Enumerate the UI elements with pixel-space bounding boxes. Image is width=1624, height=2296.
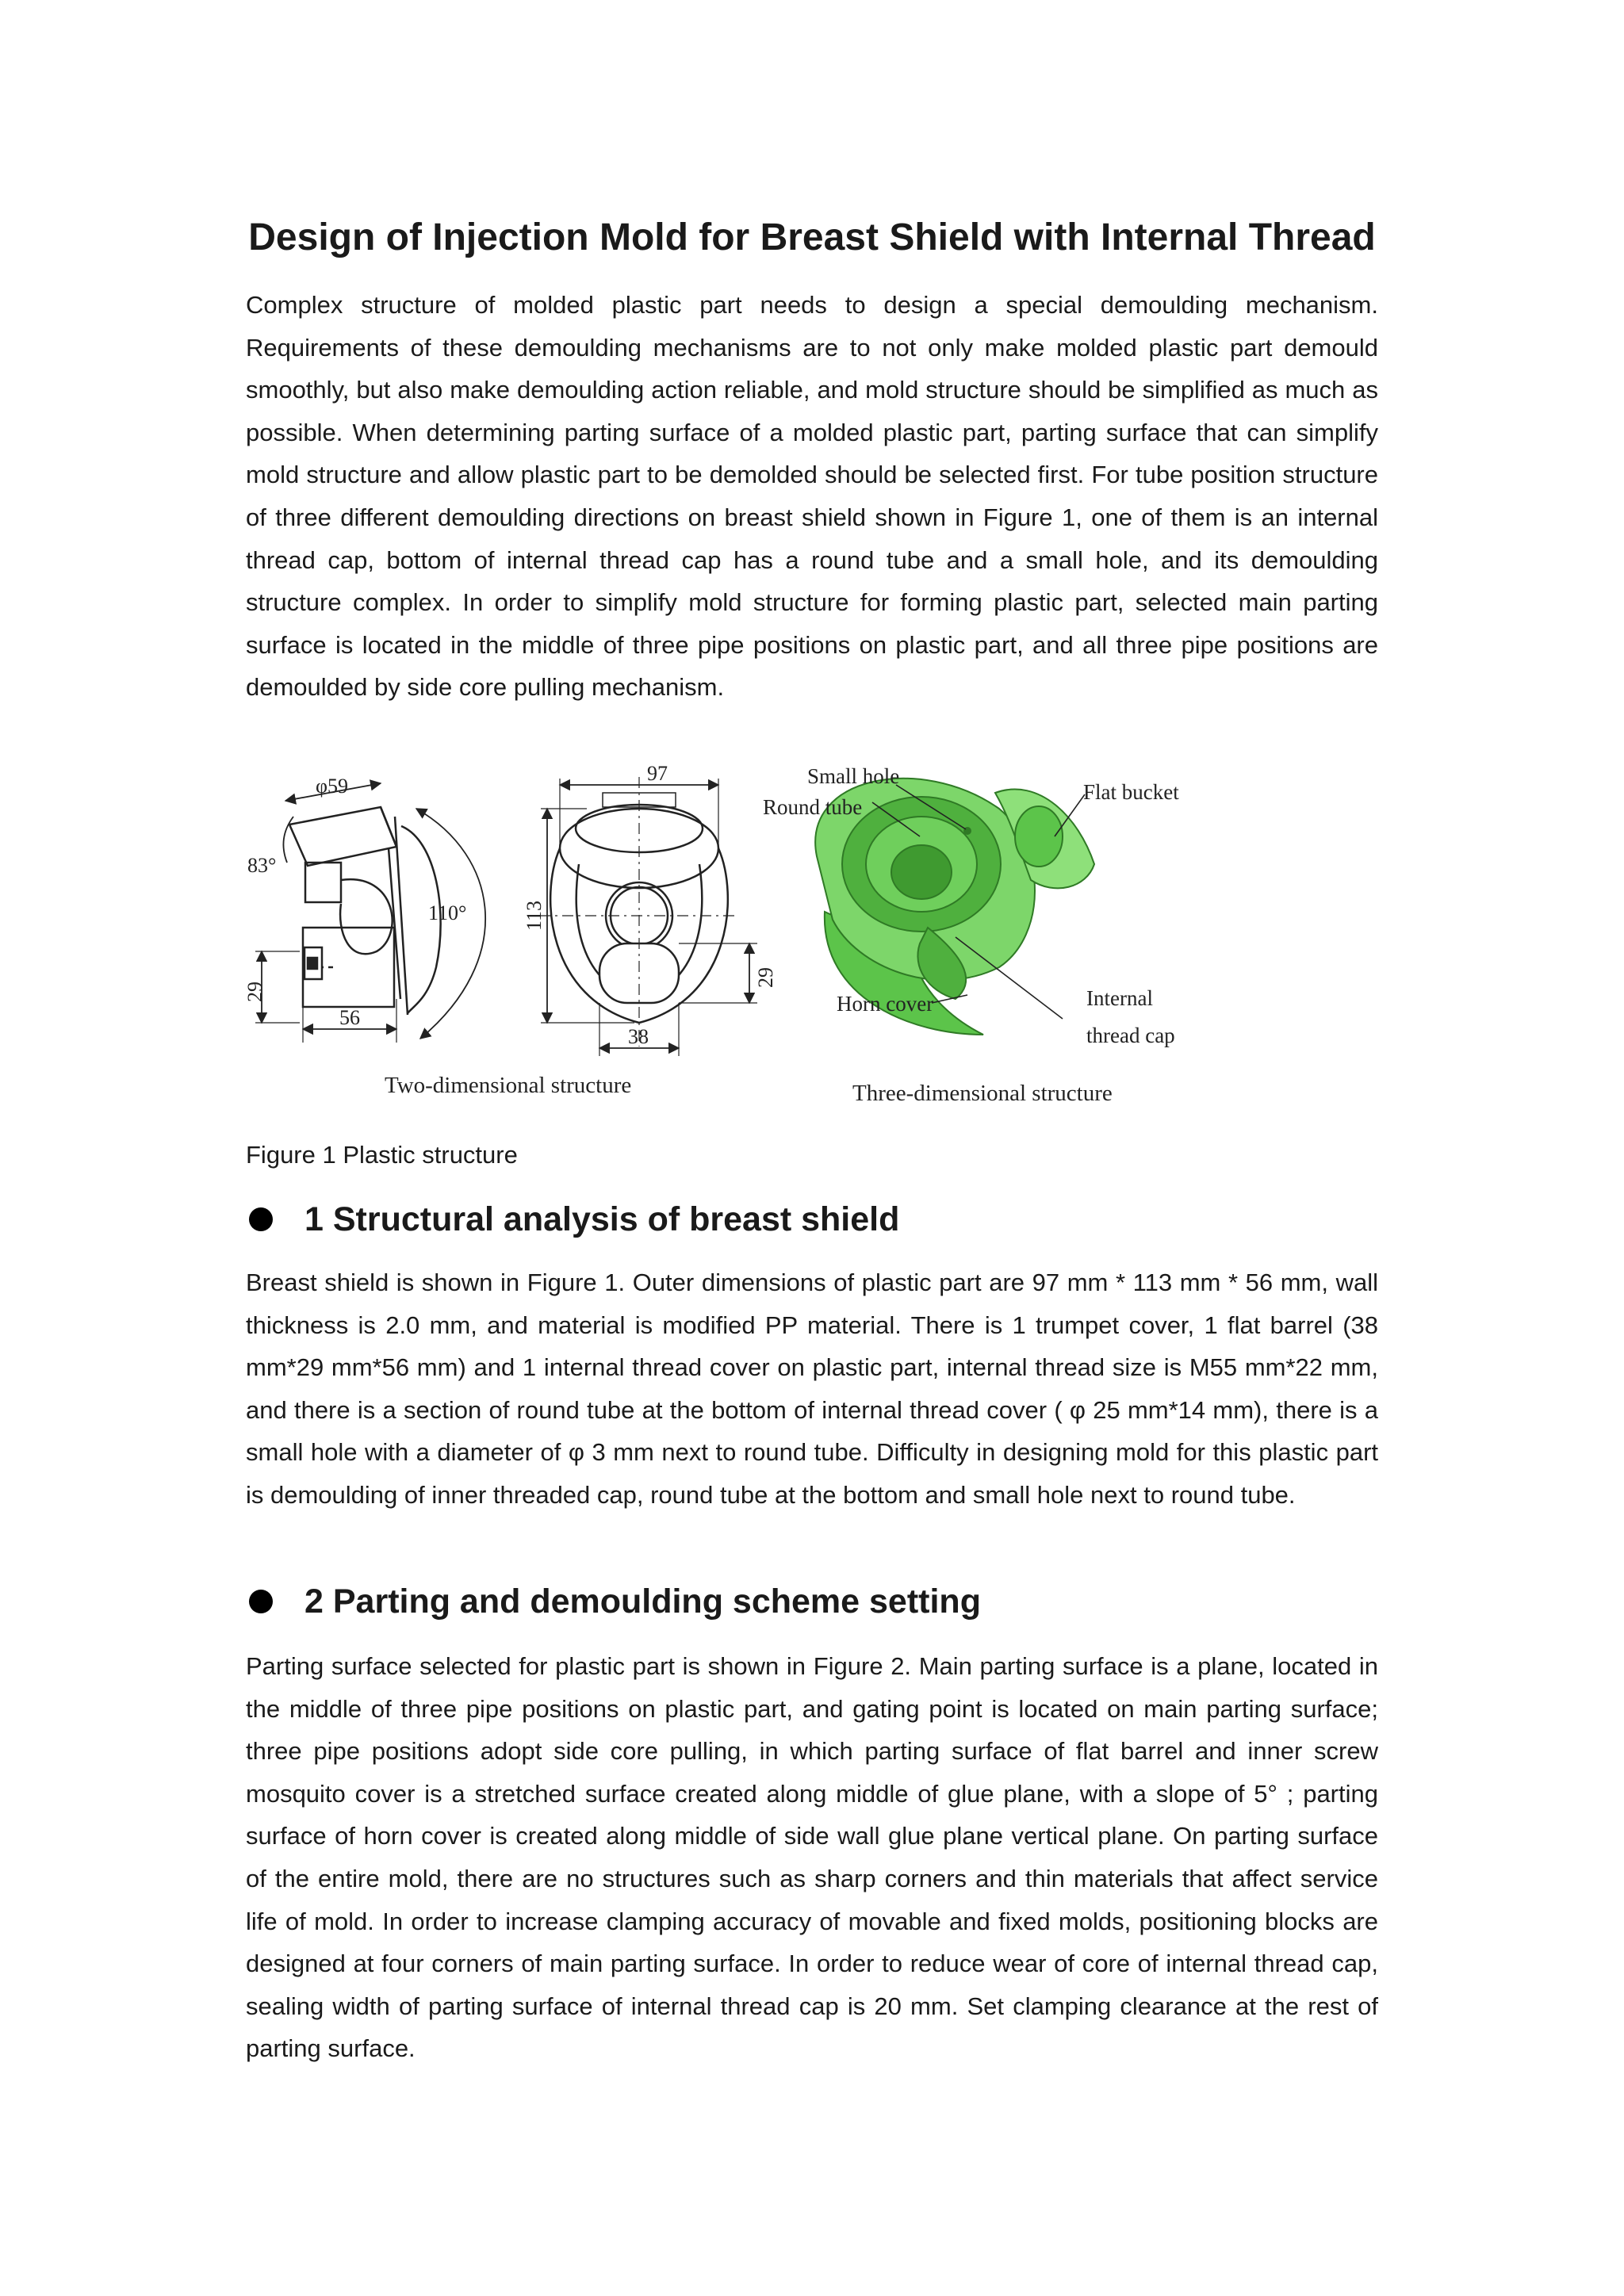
label-horn-cover: Horn cover xyxy=(837,992,934,1016)
section-2-heading xyxy=(246,1578,1378,1625)
intro-paragraph: Complex structure of molded plastic part needs to design a special demoulding mechanism. Requirements of these demoulding mechanisms are to not only make molded plastic part demould smoothly, but also make demoulding action reliable, and mold structure should be simplified as much as possible. When determining parting surface of a molded plastic part, parting surface that can simplify mold structure and allow plastic part to be demolded should be selected first. For tube position structure of three different demoulding directions on breast shield shown in Figure 1, one of them is an internal thread cap, bottom of internal thread cap has a round tube and a small hole, and its demoulding structure complex. In order to simplify mold structure for forming plastic part, selected main parting surface is located in the middle of three pipe positions on plastic part, and all three pipe positions are demoulded by side core pulling mechanism. xyxy=(246,291,1378,702)
section-1-heading-text: 1 Structural analysis of breast shield xyxy=(304,1200,900,1238)
dim-angle-83: 83° xyxy=(247,854,277,877)
three-dimensional-label: Three-dimensional structure xyxy=(852,1081,1113,1106)
dim-29-right: 29 xyxy=(754,967,777,988)
dim-56: 56 xyxy=(339,1006,360,1029)
dim-97: 97 xyxy=(647,762,668,785)
dim-29-left: 29 xyxy=(243,982,266,1002)
dim-113: 113 xyxy=(523,900,546,931)
section-2-heading-text: 2 Parting and demoulding scheme setting xyxy=(304,1582,981,1621)
section-1-heading xyxy=(246,1196,1378,1243)
dim-phi59: φ59 xyxy=(316,775,349,798)
dim-angle-110: 110° xyxy=(428,901,467,924)
front-view-drawing xyxy=(539,777,757,1056)
section-1-body: Breast shield is shown in Figure 1. Outer dimensions of plastic part are 97 mm * 113 mm * 56 mm, wall thickness is 2.0 mm, and material is modified PP material. There is 1 trumpet cover, 1 flat barrel (38 mm*29 mm*56 mm) and 1 internal thread cover on plastic part, internal thread size is M55 mm*22 mm, and there is a section of round tube at the bottom of internal thread cover ( φ 25 mm*14 mm), there is a small hole with a diameter of φ 3 mm next to round tube. Difficulty in designing mold for this plastic part is demoulding of inner threaded cap, round tube at the bottom and small hole next to round tube. xyxy=(246,1269,1378,1509)
figure-1-drawing xyxy=(238,761,1237,1110)
label-thread-cap: thread cap xyxy=(1086,1024,1175,1047)
figure-caption: Figure 1 Plastic structure xyxy=(246,1141,518,1169)
label-small-hole: Small hole xyxy=(807,764,900,788)
label-flat-bucket: Flat bucket xyxy=(1083,780,1179,804)
dim-38: 38 xyxy=(628,1025,649,1048)
bullet-icon xyxy=(249,1207,273,1231)
document-title: Design of Injection Mold for Breast Shield with Internal Thread xyxy=(248,216,1376,258)
label-round-tube: Round tube xyxy=(763,795,863,819)
two-dimensional-label: Two-dimensional structure xyxy=(385,1073,632,1098)
bullet-icon xyxy=(249,1590,273,1613)
section-2-body: Parting surface selected for plastic part is shown in Figure 2. Main parting surface is a plane, located in the middle of three pipe positions on plastic part, and gating point is located on main parting surface; three pipe positions adopt side core pulling, in which parting surface of flat barrel and inner screw mosquito cover is a stretched surface created along middle of glue plane, with a slope of 5° ; parting surface of horn cover is created along middle of side wall glue plane vertical plane. On parting surface of the entire mold, there are no structures such as sharp corners and thin materials that affect service life of mold. In order to increase clamping accuracy of movable and fixed molds, positioning blocks are designed at four corners of main parting surface. In order to reduce wear of core of internal thread cap, sealing width of parting surface of internal thread cap is 20 mm. Set clamping clearance at the rest of parting surface. xyxy=(246,1652,1378,2063)
label-internal: Internal xyxy=(1086,986,1153,1010)
figure-1 xyxy=(238,761,1237,1110)
